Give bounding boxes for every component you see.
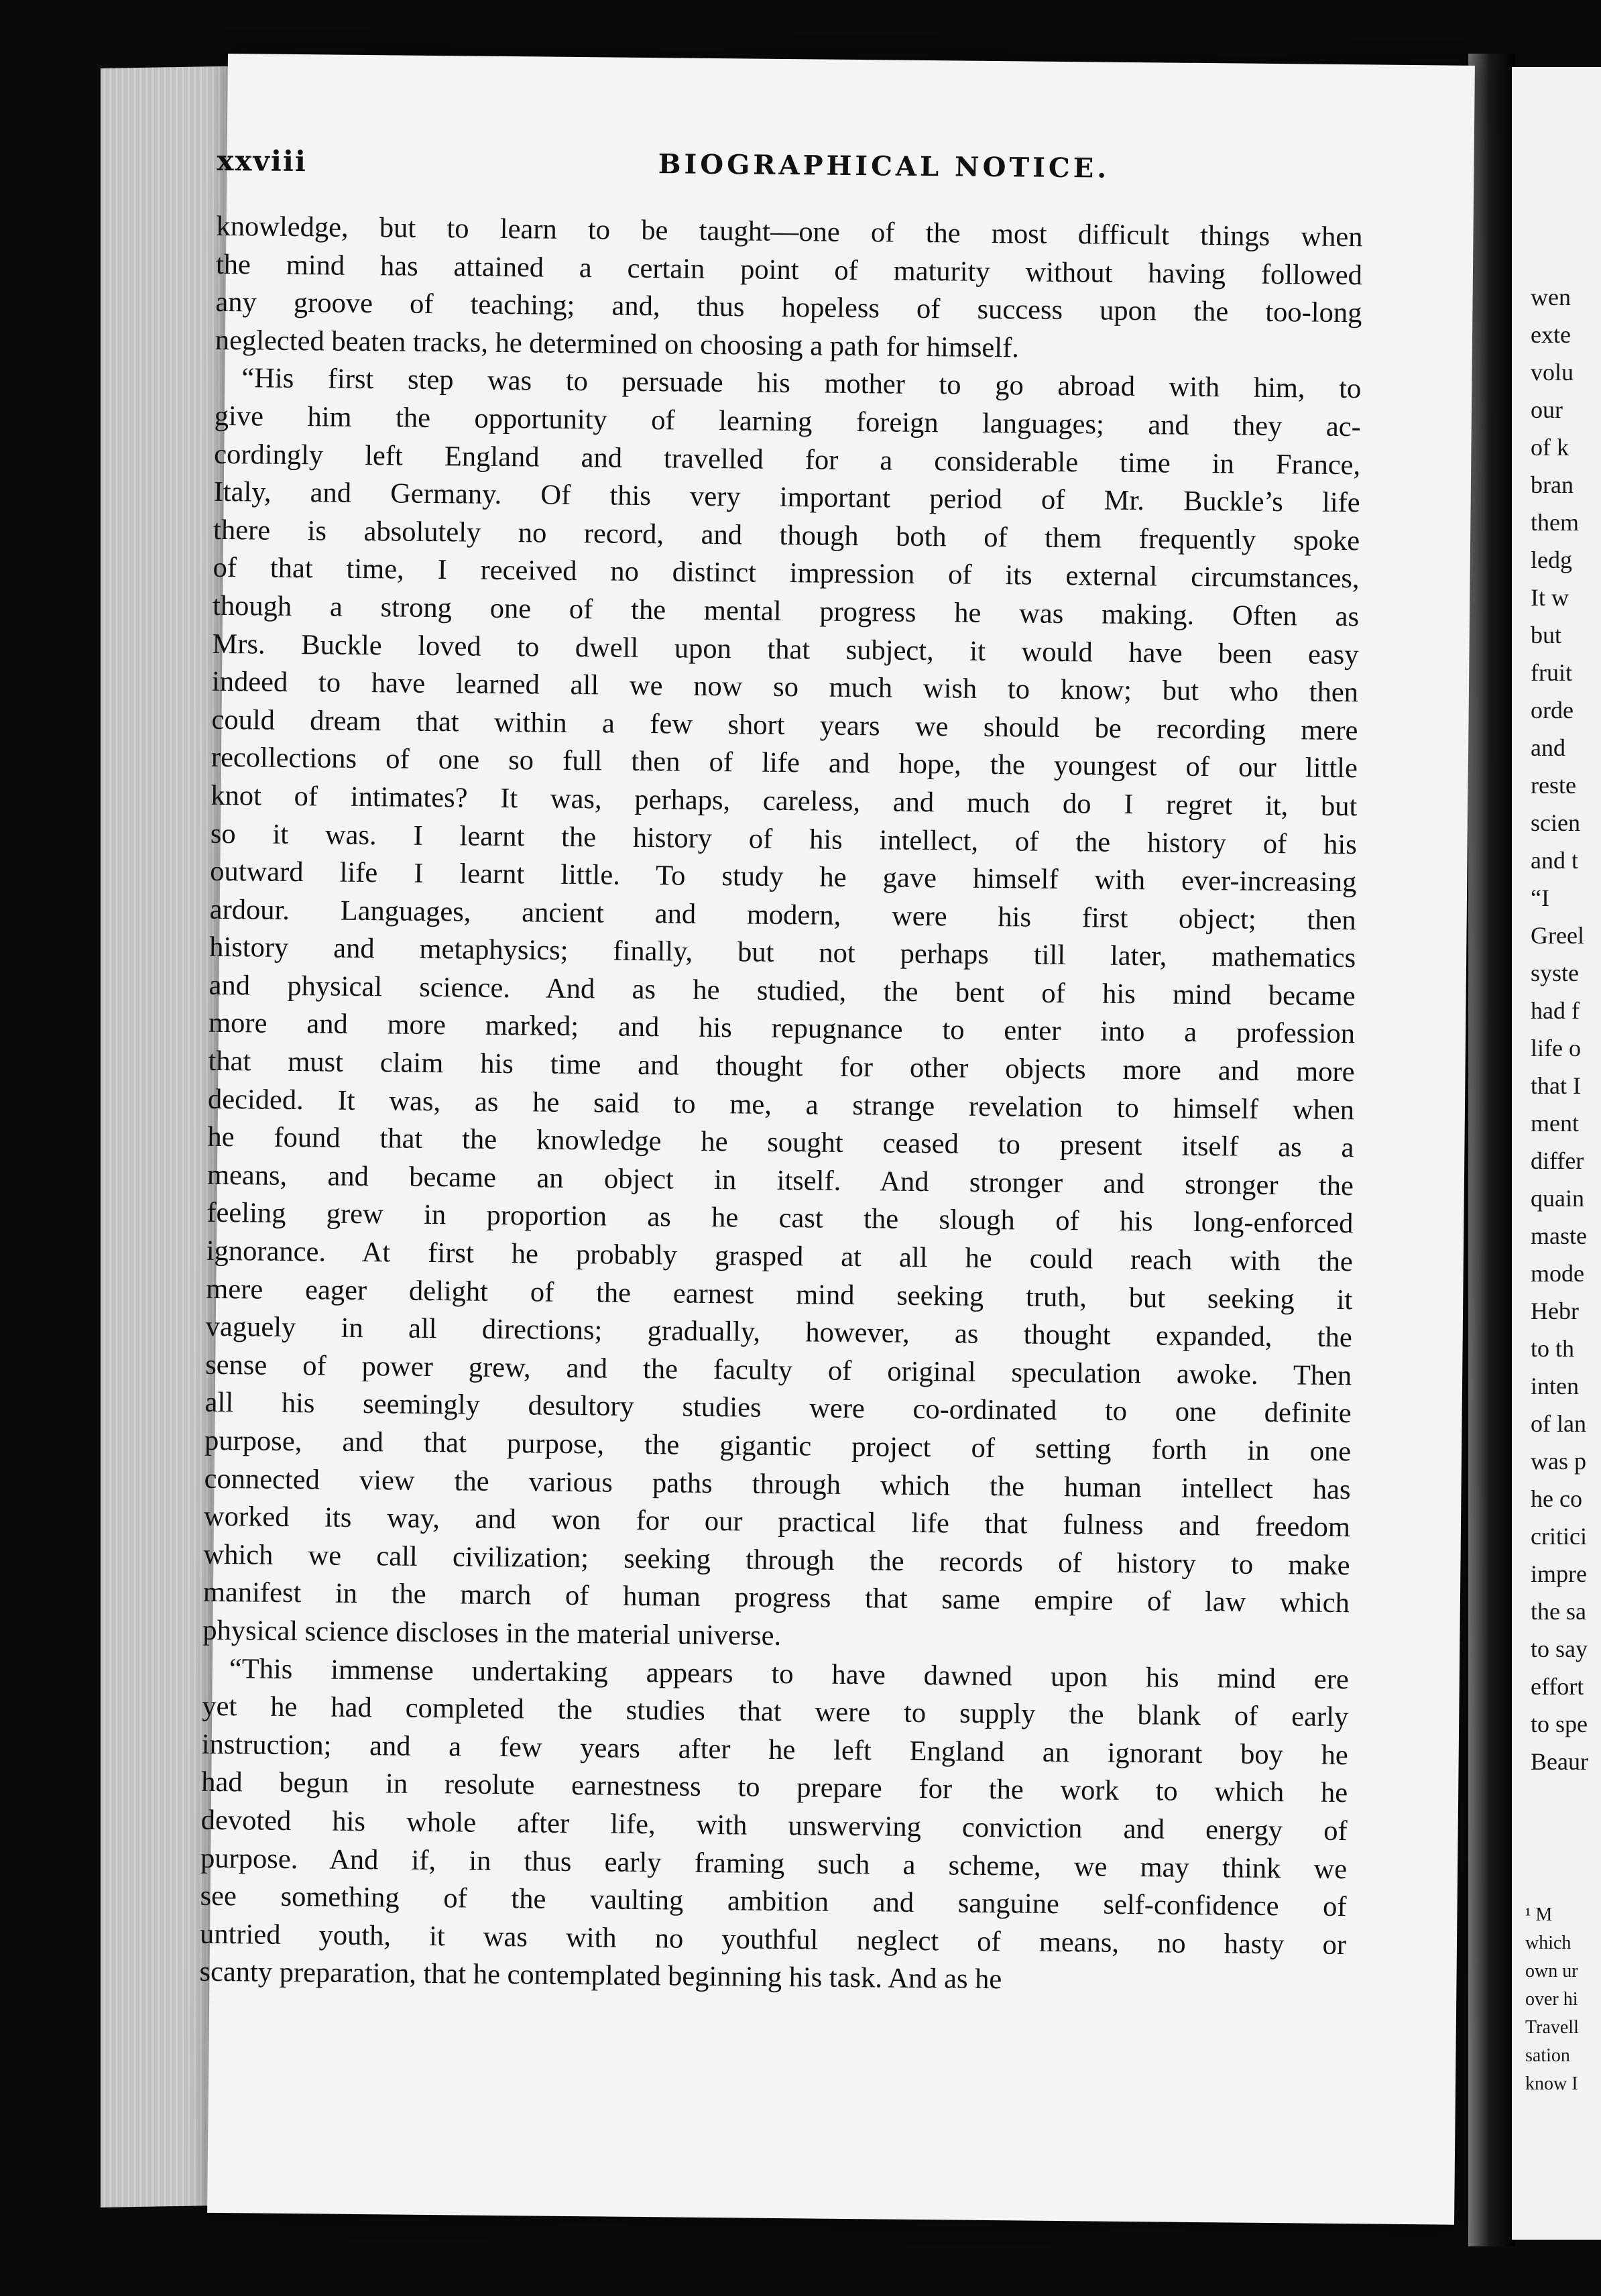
text-line: and physical science. And as he studied, the bent of his mind became	[209, 969, 1356, 1013]
paragraph	[199, 1650, 1349, 2002]
facing-text-line: had f	[1531, 997, 1580, 1024]
body-text	[199, 208, 1362, 2002]
facing-text-line: fruit	[1531, 659, 1572, 686]
text-line: of that time, I received no distinct impression of its external circumstances,	[213, 552, 1360, 595]
text-line: ardour. Languages, ancient and modern, were his first object; then	[209, 893, 1356, 936]
gutter-shadow	[1468, 54, 1515, 2246]
text-line: outward life I learnt little. To study he gave himself with ever-increasing	[210, 855, 1357, 899]
facing-text-line: volu	[1531, 359, 1574, 386]
facing-text-line: Beaur	[1531, 1748, 1588, 1775]
text-line: devoted his whole after life, with unswerving conviction and energy of	[200, 1804, 1348, 1847]
facing-text-line: but	[1531, 622, 1562, 648]
text-line: indeed to have learned all we now so much wish to know; but who then	[211, 665, 1359, 709]
text-line: worked its way, and won for our practical life that fulness and freedom	[203, 1500, 1351, 1544]
facing-text-line: orde	[1531, 697, 1574, 724]
text-line: feeling grew in proportion as he cast the slough of his long-enforced	[206, 1197, 1354, 1240]
text-line: knowledge, but to learn to be taught—one of the most difficult things when	[216, 210, 1363, 253]
text-line: all his seemingly desultory studies were co-ordinated to one definite	[204, 1387, 1352, 1430]
facing-footnote-line: Travell	[1525, 2017, 1579, 2038]
text-line: could dream that within a few short years we should be recording mere	[211, 703, 1358, 746]
text-line: any groove of teaching; and, thus hopeless of success upon the too-long	[215, 286, 1362, 329]
facing-footnote-line: own ur	[1525, 1961, 1578, 1982]
text-line: he found that the knowledge he sought ceased to present itself as a	[207, 1121, 1354, 1164]
text-line: manifest in the march of human progress that same empire of law which	[202, 1576, 1350, 1619]
text-line: untried youth, it was with no youthful neglect of means, no hasty or	[199, 1918, 1347, 1961]
text-line: history and metaphysics; finally, but not perhaps till later, mathematics	[209, 931, 1356, 974]
facing-text-line: maste	[1531, 1222, 1587, 1249]
page-header	[217, 144, 1364, 202]
facing-text-line: of k	[1531, 434, 1569, 461]
text-line: which we call civilization; seeking through the records of history to make	[203, 1538, 1350, 1581]
facing-footnote-line: sation	[1525, 2045, 1570, 2066]
facing-text-line: “I	[1531, 884, 1549, 911]
running-head: BIOGRAPHICAL NOTICE.	[658, 148, 1110, 184]
facing-text-line: exte	[1531, 321, 1571, 348]
text-line: more and more marked; and his repugnance to enter into a profession	[208, 1007, 1356, 1050]
facing-text-line: life o	[1531, 1035, 1581, 1061]
text-line: give him the opportunity of learning foreign languages; and they ac-	[214, 400, 1361, 443]
facing-text-line: reste	[1531, 772, 1576, 799]
text-line: means, and became an object in itself. And stronger and stronger the	[206, 1159, 1354, 1202]
text-line: vaguely in all directions; gradually, however, as thought expanded, the	[205, 1310, 1352, 1354]
facing-text-line: scien	[1531, 809, 1580, 836]
facing-text-line: wen	[1531, 284, 1571, 310]
facing-page-footnotes	[1512, 1901, 1601, 2098]
paragraph	[215, 208, 1363, 371]
facing-text-line: to say	[1531, 1635, 1588, 1662]
text-line: though a strong one of the mental progress he was making. Often as	[212, 589, 1360, 633]
text-line: recollections of one so full then of life and hope, the youngest of our little	[211, 742, 1358, 785]
text-line: purpose, and that purpose, the gigantic project of setting forth in one	[204, 1424, 1352, 1468]
text-line: had begun in resolute earnestness to prepare for the work to which he	[201, 1766, 1348, 1809]
text-line: scanty preparation, that he contemplated beginning his task. And as he	[199, 1956, 1002, 1996]
facing-text-line: It w	[1531, 584, 1569, 611]
facing-page	[1512, 67, 1601, 2240]
text-line: sense of power grew, and the faculty of original speculation awoke. Then	[205, 1348, 1352, 1391]
facing-text-line: to spe	[1531, 1711, 1588, 1737]
facing-text-line: the sa	[1531, 1598, 1586, 1625]
facing-text-line: quain	[1531, 1185, 1584, 1212]
text-line: there is absolutely no record, and though both of them frequently spoke	[213, 514, 1360, 557]
book-page	[199, 54, 1475, 2225]
facing-text-line: differ	[1531, 1147, 1584, 1174]
text-line: yet he had completed the studies that were to supply the blank of early	[202, 1690, 1349, 1733]
facing-text-line: Hebr	[1531, 1298, 1579, 1324]
text-line: “His first step was to persuade his mother to go abroad with him, to	[241, 362, 1362, 405]
text-line: ignorance. At first he probably grasped at all he could reach with the	[206, 1235, 1354, 1278]
facing-footnote-line: ¹ M	[1525, 1904, 1553, 1925]
facing-text-line: critici	[1531, 1523, 1587, 1550]
text-line: Mrs. Buckle loved to dwell upon that subject, it would have been easy	[212, 628, 1359, 671]
facing-text-line: inten	[1531, 1373, 1579, 1399]
text-line: that must claim his time and thought for other objects more and more	[208, 1045, 1355, 1088]
text-line: instruction; and a few years after he left England an ignorant boy he	[201, 1728, 1348, 1771]
facing-page-text	[1512, 278, 1601, 1780]
facing-text-line: of lan	[1531, 1410, 1586, 1437]
facing-text-line: and	[1531, 734, 1565, 761]
facing-text-line: to th	[1531, 1335, 1575, 1362]
facing-text-line: our	[1531, 396, 1563, 423]
facing-text-line: syste	[1531, 960, 1579, 986]
text-line: cordingly left England and travelled for a considerable time in France,	[214, 438, 1361, 481]
text-line: mere eager delight of the earnest mind seeking truth, but seeking it	[206, 1273, 1353, 1316]
facing-footnote-line: over hi	[1525, 1989, 1578, 2010]
facing-text-line: them	[1531, 509, 1579, 536]
text-line: decided. It was, as he said to me, a strange revelation to himself when	[207, 1083, 1355, 1126]
text-line: see something of the vaulting ambition and sanguine self-confidence of	[200, 1880, 1347, 1923]
facing-text-line: he co	[1531, 1485, 1582, 1512]
facing-text-line: Greel	[1531, 922, 1584, 949]
text-line: the mind has attained a certain point of maturity without having followed	[215, 248, 1363, 291]
facing-text-line: was p	[1531, 1448, 1586, 1475]
facing-text-line: mode	[1531, 1260, 1584, 1287]
text-line: purpose. And if, in thus early framing such a scheme, we may think we	[200, 1842, 1348, 1885]
facing-text-line: that I	[1531, 1072, 1581, 1099]
paragraph	[202, 359, 1361, 1661]
facing-text-line: and t	[1531, 847, 1578, 874]
text-line: physical science discloses in the material universe.	[202, 1614, 782, 1652]
text-line: “This immense undertaking appears to have dawned upon his mind ere	[229, 1652, 1350, 1695]
facing-text-line: impre	[1531, 1560, 1587, 1587]
facing-footnote-line: which	[1525, 1933, 1572, 1953]
text-line: knot of intimates? It was, perhaps, careless, and much do I regret it, but	[211, 779, 1358, 823]
page-number: xxviii	[217, 144, 308, 178]
text-line: connected view the various paths through which the human intellect has	[204, 1462, 1351, 1505]
facing-text-line: ment	[1531, 1110, 1579, 1137]
text-line: Italy, and Germany. Of this very important period of Mr. Buckle’s life	[213, 475, 1360, 519]
facing-text-line: ledg	[1531, 547, 1572, 573]
facing-text-line: bran	[1531, 471, 1574, 498]
facing-text-line: effort	[1531, 1673, 1584, 1700]
facing-footnote-line: know I	[1525, 2073, 1578, 2094]
text-line: so it was. I learnt the history of his intellect, of the history of his	[210, 817, 1357, 860]
text-line: neglected beaten tracks, he determined on choosing a path for himself.	[215, 324, 1020, 364]
